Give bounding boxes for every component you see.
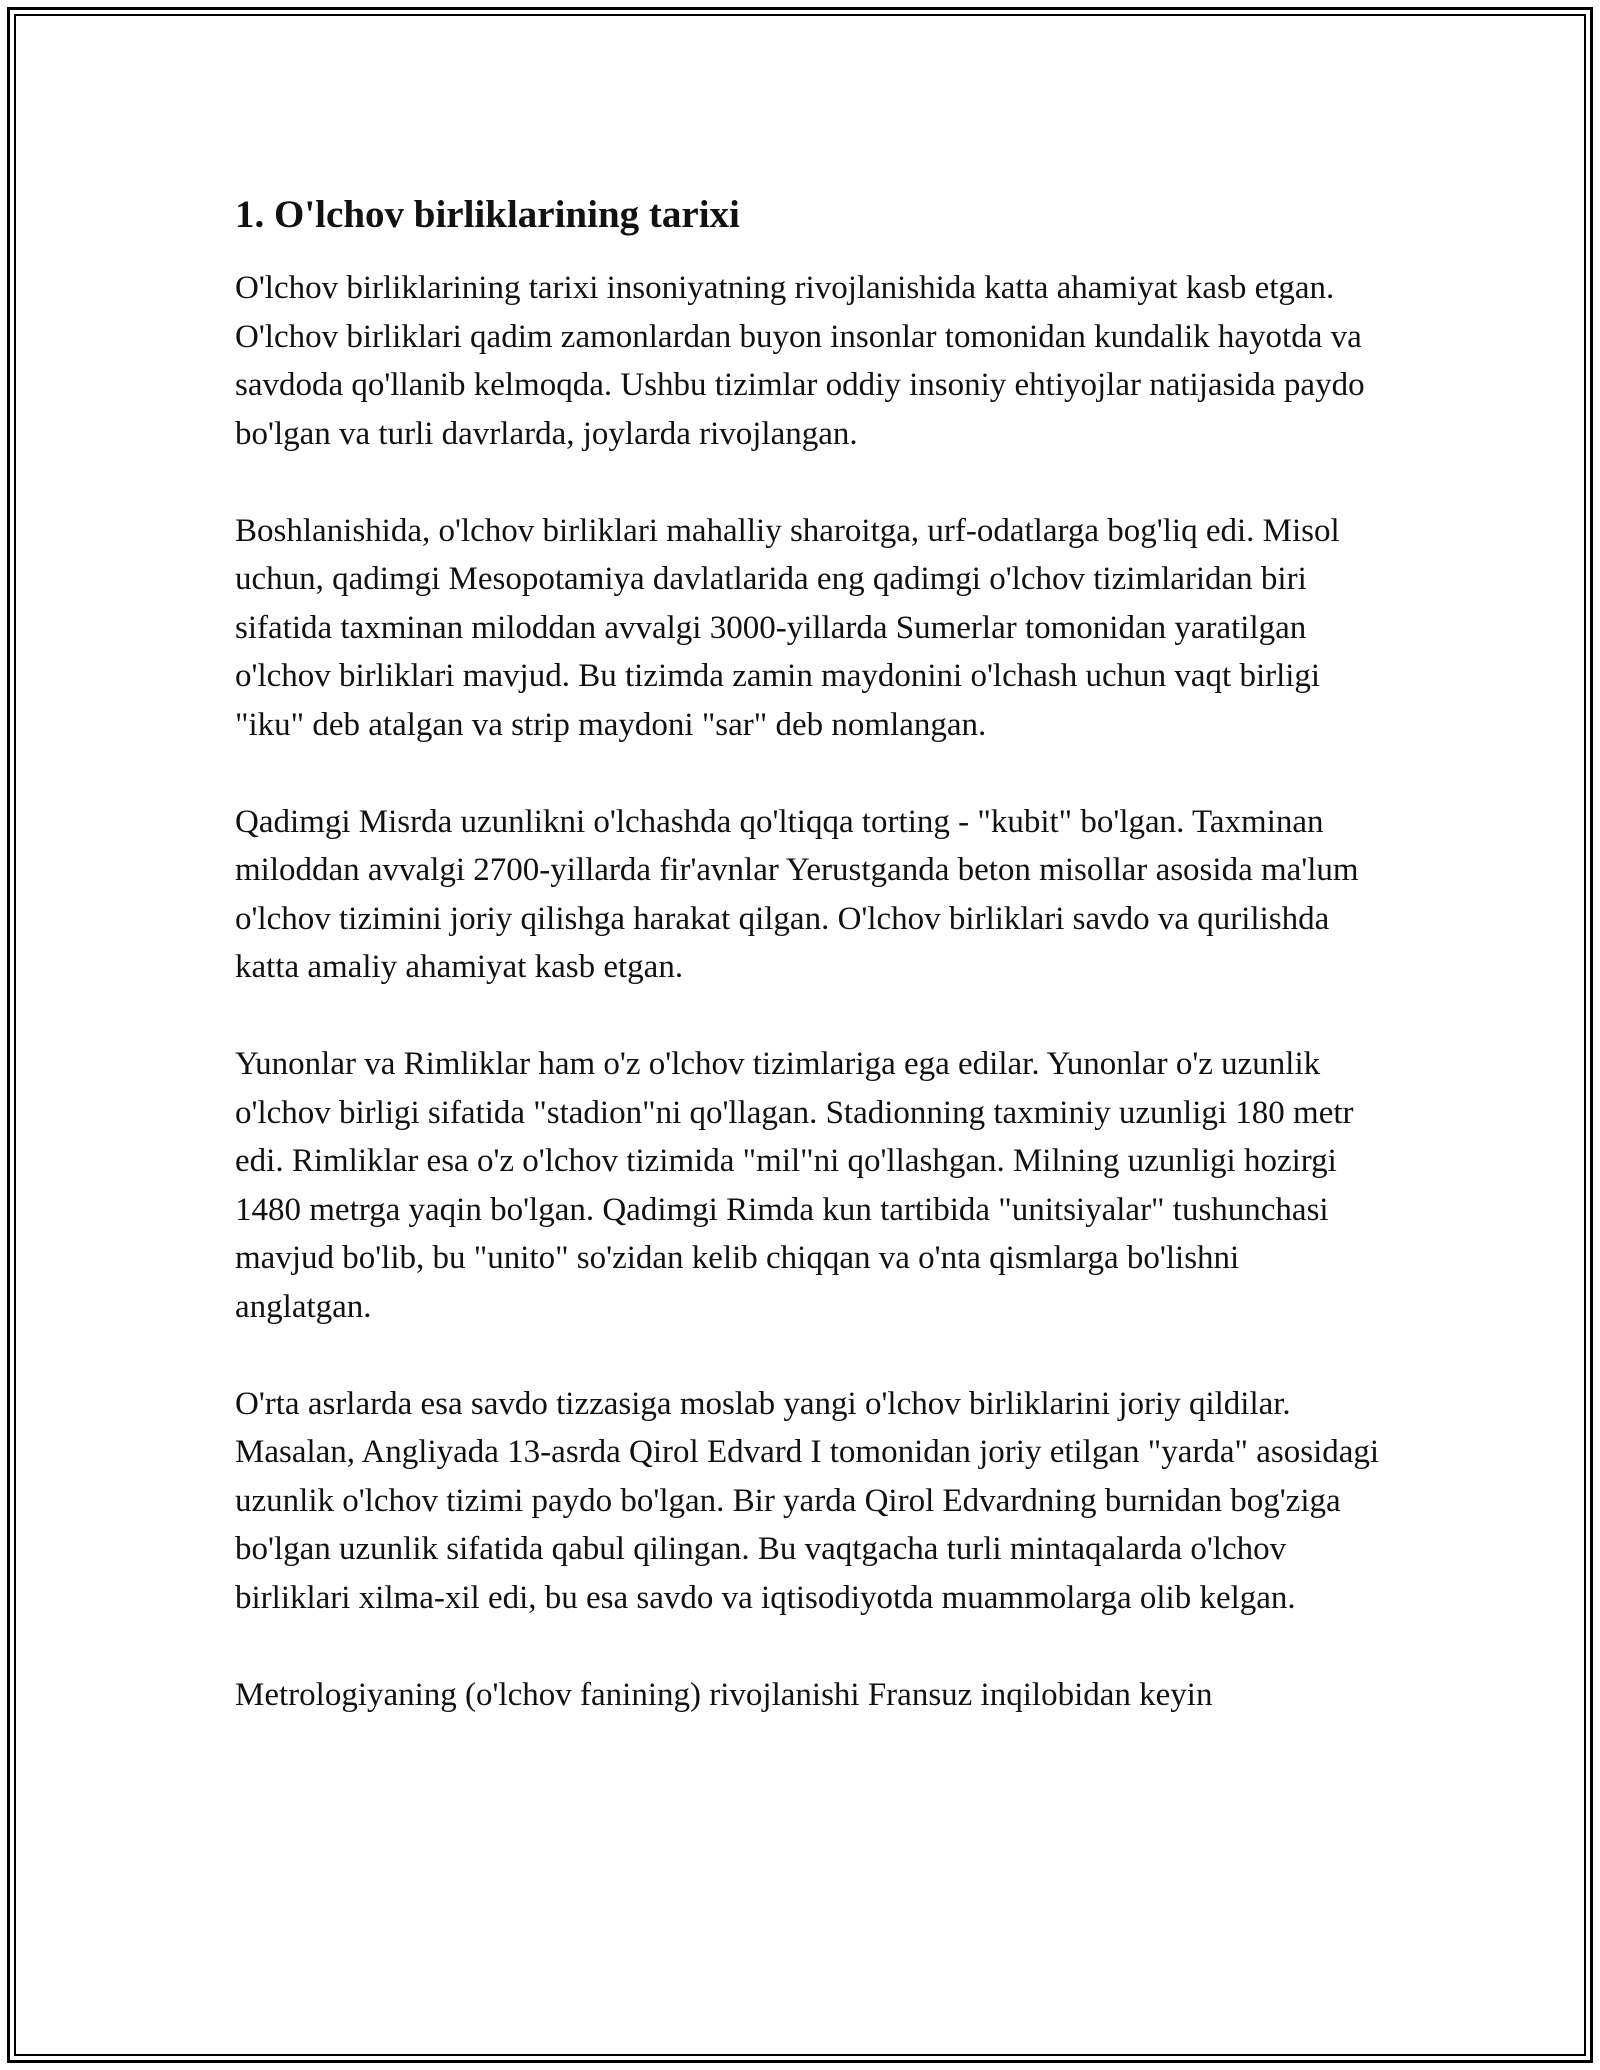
paragraph-middle-ages: O'rta asrlarda esa savdo tizzasiga moslab yangi o'lchov birliklarini joriy qildilar. Masalan, Angliyada 13-asrda Qirol Edvard I tomonidan joriy etilgan "yarda" asosidagi uzunlik o'lchov tizimi paydo bo'lgan. Bir yarda Qirol Edvardning burnidan bog'ziga bo'lgan uzunlik sifatida qabul qilingan. Bu vaqtgacha turli mintaqalarda o'lchov birliklari xilma-xil edi, bu esa savdo va iqtisodiyotda muammolarga olib kelgan. [235, 1385, 1380, 1616]
section-heading: 1. O'lchov birliklarining tarixi [235, 193, 740, 236]
paragraph-egypt: Qadimgi Misrda uzunlikni o'lchashda qo'ltiqqa torting - "kubit" bo'lgan. Taxminan miloddan avvalgi 2700-yillarda fir'avnlar Yerustganda beton misollar asosida ma'lum o'lchov tizimini joriy qilishga harakat qilgan. O'lchov birliklari savdo va qurilishda katta amaliy ahamiyat kasb etgan. [235, 803, 1359, 985]
document-body [235, 190, 1380, 1768]
paragraph-mesopotamia: Boshlanishida, o'lchov birliklari mahalliy sharoitga, urf-odatlarga bog'liq edi. Misol uchun, qadimgi Mesopotamiya davlatlarida eng qadimgi o'lchov tizimlaridan biri sifatida taxminan miloddan avvalgi 3000-yillarda Sumerlar tomonidan yaratilgan o'lchov birliklari mavjud. Bu tizimda zamin maydonini o'lchash uchun vaqt birligi "iku" deb atalgan va strip maydoni "sar" deb nomlangan. [235, 512, 1340, 743]
paragraph-intro: O'lchov birliklarining tarixi insoniyatning rivojlanishida katta ahamiyat kasb etgan. O'lchov birliklari qadim zamonlardan buyon insonlar tomonidan kundalik hayotda va savdoda qo'llanib kelmoqda. Ushbu tizimlar oddiy insoniy ehtiyojlar natijasida paydo bo'lgan va turli davrlarda, joylarda rivojlangan. [235, 270, 1365, 452]
paragraph-metrology: Metrologiyaning (o'lchov fanining) rivojlanishi Fransuz inqilobidan keyin [235, 1676, 1213, 1713]
paragraph-greece-rome: Yunonlar va Rimliklar ham o'z o'lchov tizimlariga ega edilar. Yunonlar o'z uzunlik o'lchov birligi sifatida "stadion"ni qo'llagan. Stadionning taxminiy uzunligi 180 metr edi. Rimliklar esa o'z o'lchov tizimida "mil"ni qo'llashgan. Milning uzunligi hozirgi 1480 metrga yaqin bo'lgan. Qadimgi Rimda kun tartibida "unitsiyalar" tushunchasi mavjud bo'lib, bu "unito" so'zidan kelib chiqqan va o'nta qismlarga bo'lishni anglatgan. [235, 1046, 1354, 1325]
